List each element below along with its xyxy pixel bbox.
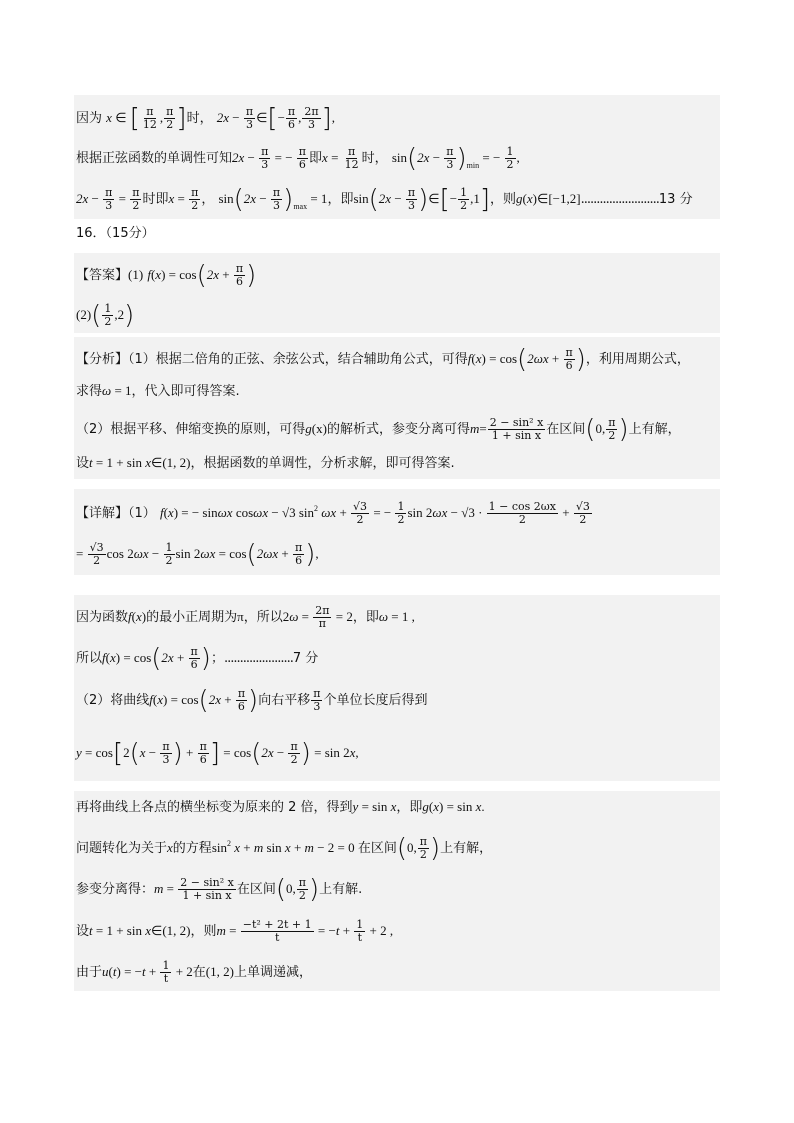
- text: ，即: [396, 800, 423, 815]
- analysis-line-1: 【分析】（1）根据二倍角的正弦、余弦公式，结合辅助角公式，可得f(x) = cos(2ωx + $\frac{\pi}{6}$ )，利用周期公式，: [74, 337, 720, 377]
- substitution-line: 设t = 1 + sin x∈(1, 2)，则m = $\frac{\text{−t² + 2t + 1}}{t}$ = −t + $\frac{1}{t}$ + 2 ,: [74, 909, 720, 949]
- text: 在区间: [357, 841, 397, 856]
- analysis-line-2: 求得ω = 1，代入即可得答案.: [74, 377, 720, 407]
- text: 时即: [142, 192, 169, 207]
- text: 上有解.: [319, 882, 363, 897]
- text: 向右平移: [258, 693, 311, 708]
- text: （1）根据二倍角的正弦、余弦公式，结合辅助角公式，可得: [128, 352, 468, 367]
- stretch-line: 再将曲线上各点的横坐标变为原来的 2 倍，得到y = sin x，即g(x) = sin x.: [74, 791, 720, 823]
- text: 问题转化为关于: [76, 841, 168, 856]
- text: 设: [76, 924, 90, 939]
- answer-label: 【答案】: [76, 268, 129, 283]
- text: ，即: [327, 192, 354, 207]
- text: （1）: [128, 506, 156, 521]
- text: ，即: [352, 610, 379, 625]
- text: (2): [76, 307, 92, 322]
- question-number: 16．（15分）: [76, 226, 155, 241]
- analysis-line-3: （2）根据平移、伸缩变换的原则，可得g(x)的解析式，参变分离可得m= $\frac{\text{2 − sin² x}}{\text{1 + sin x}}$ 在区间(0, $\frac{\pi}{2}$ )上有解，: [74, 407, 720, 447]
- text: 上单调递减，: [233, 965, 312, 980]
- text: (1): [128, 267, 144, 282]
- analysis-label: 【分析】: [76, 352, 129, 367]
- answer-line-1: 【答案】(1) f(x) = cos(2x + $\frac{\pi}{6}$ ): [74, 253, 720, 293]
- text: 求得: [76, 384, 103, 399]
- text: 所以: [76, 651, 103, 666]
- shift-result-line: y = cos[2(x − $\frac{\pi}{3}$ ) + $\frac{\pi}{6}$ ] = cos(2x − $\frac{\pi}{2}$ ) = sin 2x,: [74, 721, 720, 781]
- text: ，则: [490, 192, 517, 207]
- shift-line: （2）将曲线f(x) = cos(2x + $\frac{\pi}{6}$ )向右平移 $\frac{\pi}{3}$ 个单位长度后得到: [74, 677, 720, 721]
- text: 即: [309, 151, 323, 166]
- detail-line-1: 【详解】（1） f(x) = − sinωx cosωx − √3 $\sin^2 \omega x$ + $\frac{√3}{2}$ = − $\frac{1}{2}$ sin 2ωx − √3 · $\frac{1 - \cos 2\omega x}{2}$ + $\frac{√3}{2}$: [74, 489, 720, 529]
- text: 上有解，: [440, 841, 493, 856]
- text: ，代入即可得答案.: [131, 384, 240, 399]
- score-13: 13 分: [658, 192, 693, 207]
- text: 因为: [76, 111, 103, 126]
- text: （2）将曲线: [76, 693, 150, 708]
- text: ，根据函数的单调性，分析求解，即可得答案.: [190, 456, 455, 471]
- so-line: 所以f(x) = cos(2x + $\frac{\pi}{6}$ )；......................7 分: [74, 635, 720, 677]
- text: 在区间: [236, 882, 276, 897]
- text: 时，: [186, 111, 213, 126]
- text: 的最小正周期为: [146, 610, 238, 625]
- text: 因为函数: [76, 610, 129, 625]
- text: 再将曲线上各点的横坐标变为原来的 2 倍，得到: [76, 800, 353, 815]
- text: 参变分离得：: [76, 882, 155, 897]
- text: 由于: [76, 965, 103, 980]
- text: ，利用周期公式，: [585, 352, 690, 367]
- proof-line-1: 因为 x ∈ [ $\frac{\pi}{12}$ , $\frac{\pi}{2}$ ]时， 2x − $\frac{\pi}{3}$ ∈[− $\frac{\pi}{6}$ , $\frac{2\pi}{3}$ ],: [74, 95, 720, 137]
- separation-line: 参变分离得：m = $\frac{\text{2 − sin² x}}{\text{1 + sin x}}$ 在区间(0, $\frac{\pi}{2}$ )上有解.: [74, 867, 720, 909]
- text: 个单位长度后得到: [323, 693, 428, 708]
- text: 根据正弦函数的单调性可知: [76, 151, 233, 166]
- score-7: 7 分: [292, 651, 319, 666]
- text: 上有解，: [628, 422, 681, 437]
- text: 设: [76, 456, 90, 471]
- detail-label: 【详解】: [76, 506, 129, 521]
- monotonic-line: 由于u(t) = −t + $\frac{1}{t}$ + 2在(1, 2)上单调递减，: [74, 949, 720, 991]
- detail-line-2: = $\frac{√3}{2}$ cos 2ωx − $\frac{1}{2}$ sin 2ωx = cos(2ωx + $\frac{\pi}{6}$ ),: [74, 529, 720, 575]
- text: 的解析式，参变分离可得: [326, 422, 470, 437]
- text: 时，: [361, 151, 388, 166]
- text: 在区间: [546, 422, 586, 437]
- proof-line-3: 2x − $\frac{\pi}{3}$ = $\frac{\pi}{2}$ 时即x = $\frac{\pi}{2}$ ， sin(2x − $\frac{\pi}{3}$ )$_{max} = 1$，即sin(2x − $\frac{\pi}{3}$ )∈[− $\frac{1}{2}$ ,1]，则g(x)∈[−1,2].........................13 分: [74, 177, 720, 219]
- answer-line-2: (2)( $\frac{1}{2}$ ,2): [74, 293, 720, 333]
- proof-line-2: 根据正弦函数的单调性可知2x − $\frac{\pi}{3}$ = − $\frac{\pi}{6}$ 即x = $\frac{\pi}{12}$ 时， sin(2x − $\frac{\pi}{3}$ )$_{min}$ = − $\frac{1}{2}$ ,: [74, 137, 720, 177]
- problem-line: 问题转化为关于x的方程$\sin^2 x + m$ sin x + m − 2 = 0 在区间(0, $\frac{\pi}{2}$ )上有解，: [74, 823, 720, 867]
- text: 的方程: [172, 841, 212, 856]
- text: ，则: [190, 924, 217, 939]
- question-16-heading: [74, 221, 720, 247]
- analysis-line-4: 设t = 1 + sin x∈(1, 2)，根据函数的单调性，分析求解，即可得答案.: [74, 447, 720, 479]
- period-line: 因为函数f(x)的最小正周期为π，所以2ω = $\frac{2\pi}{\pi}$ = 2，即ω = 1 ,: [74, 595, 720, 635]
- text: ，所以: [243, 610, 283, 625]
- text: （2）根据平移、伸缩变换的原则，可得: [76, 422, 306, 437]
